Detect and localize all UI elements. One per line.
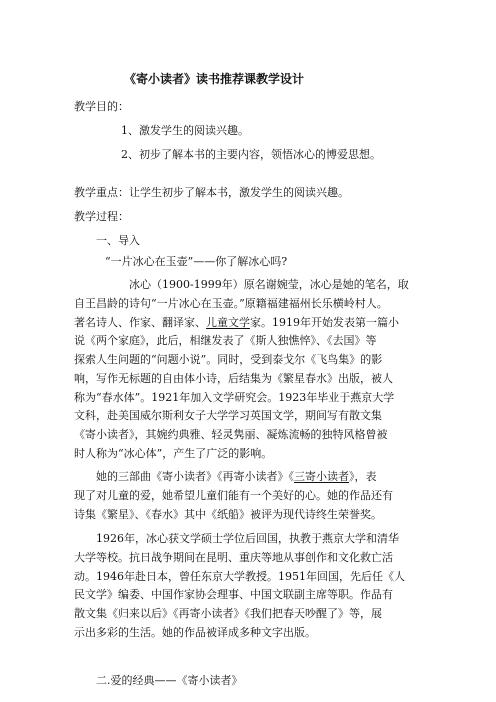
paragraph-line: 著名诗人、作家、翻译家、儿童文学家。1919年开始发表第一篇小 bbox=[74, 316, 399, 329]
paragraph-line: 响，写作无标题的自由体小诗，后结集为《繁星春水》出版，被人 bbox=[74, 372, 393, 385]
paragraph-line: 散文集《归来以后》《再寄小读者》《我们把春天吵醒了》等，展 bbox=[74, 607, 382, 620]
paragraph-line: 1926年，冰心获文学硕士学位后回国，执教于燕京大学和清华 bbox=[96, 532, 399, 545]
process-label: 教学过程： bbox=[74, 210, 129, 223]
paragraph-line: 现了对儿童的爱，她希望儿童们能有一个美好的心。她的作品还有 bbox=[74, 489, 393, 502]
paragraph-line: 冰心（1900-1999年）原名谢婉莹，冰心是她的笔名，取 bbox=[129, 278, 409, 291]
paragraph-line: 示出多彩的生活。她的作品被译成多种文字出版。 bbox=[74, 626, 316, 639]
paragraph-line: 动。1946年赴日本，曾任东京大学教授。1951年回国，先后任《人 bbox=[74, 570, 405, 583]
paragraph-line: 称为“春水体”。1921年加入文学研究会。1923年毕业于燕京大学 bbox=[74, 391, 395, 404]
underlined-term: 儿童文学 bbox=[206, 316, 250, 329]
paragraph-line: 诗集《繁星》、《春水》其中《纸船》被评为现代诗终生荣誉奖。 bbox=[74, 508, 382, 521]
objective-item-1: 1、激发学生的阅读兴趣。 bbox=[121, 124, 249, 137]
paragraph-line: 她的三部曲《寄小读者》《再寄小读者》《三寄小读者》，表 bbox=[96, 470, 377, 483]
intro-quote: “一片冰心在玉壶”——你了解冰心吗? bbox=[105, 255, 288, 268]
paragraph-line: 《寄小读者》，其婉约典雅、轻灵隽丽、凝炼流畅的独特风格曾被 bbox=[74, 428, 388, 441]
objective-item-2: 2、初步了解本书的主要内容，领悟冰心的博爱思想。 bbox=[121, 148, 381, 161]
teaching-focus: 教学重点：让学生初步了解本书，激发学生的阅读兴趣。 bbox=[74, 186, 349, 199]
paragraph-line: 民文学》编委、中国作家协会理事、中国文联副主席等职。作品有 bbox=[74, 588, 393, 601]
objectives-label: 教学目的： bbox=[74, 100, 129, 113]
paragraph-line: 时人称为“冰心体”，产生了广泛的影响。 bbox=[74, 447, 273, 460]
paragraph-line: 文科，赴美国威尔斯利女子大学学习英国文学，期间写有散文集 bbox=[74, 409, 382, 422]
paragraph-line: 探索人生问题的“问题小说”。同时，受到泰戈尔《飞鸟集》的影 bbox=[74, 353, 383, 366]
document-title: 《寄小读者》读书推荐课教学设计 bbox=[124, 72, 305, 86]
paragraph-line: 大学等校。抗日战争期间在昆明、重庆等地从事创作和文化救亡活 bbox=[74, 551, 393, 564]
paragraph-line: 自王昌龄的诗句“一片冰心在玉壶。”原籍福建福州长乐横岭村人。 bbox=[74, 297, 388, 310]
section-heading-intro: 一、导入 bbox=[96, 234, 140, 247]
paragraph-line: 说《两个家庭》，此后，相继发表了《斯人独憔悴》、《去国》等 bbox=[74, 334, 377, 347]
section-heading-classic: 二.爱的经典——《寄小读者》 bbox=[96, 674, 243, 687]
underlined-term: 三寄小读者 bbox=[294, 470, 349, 483]
